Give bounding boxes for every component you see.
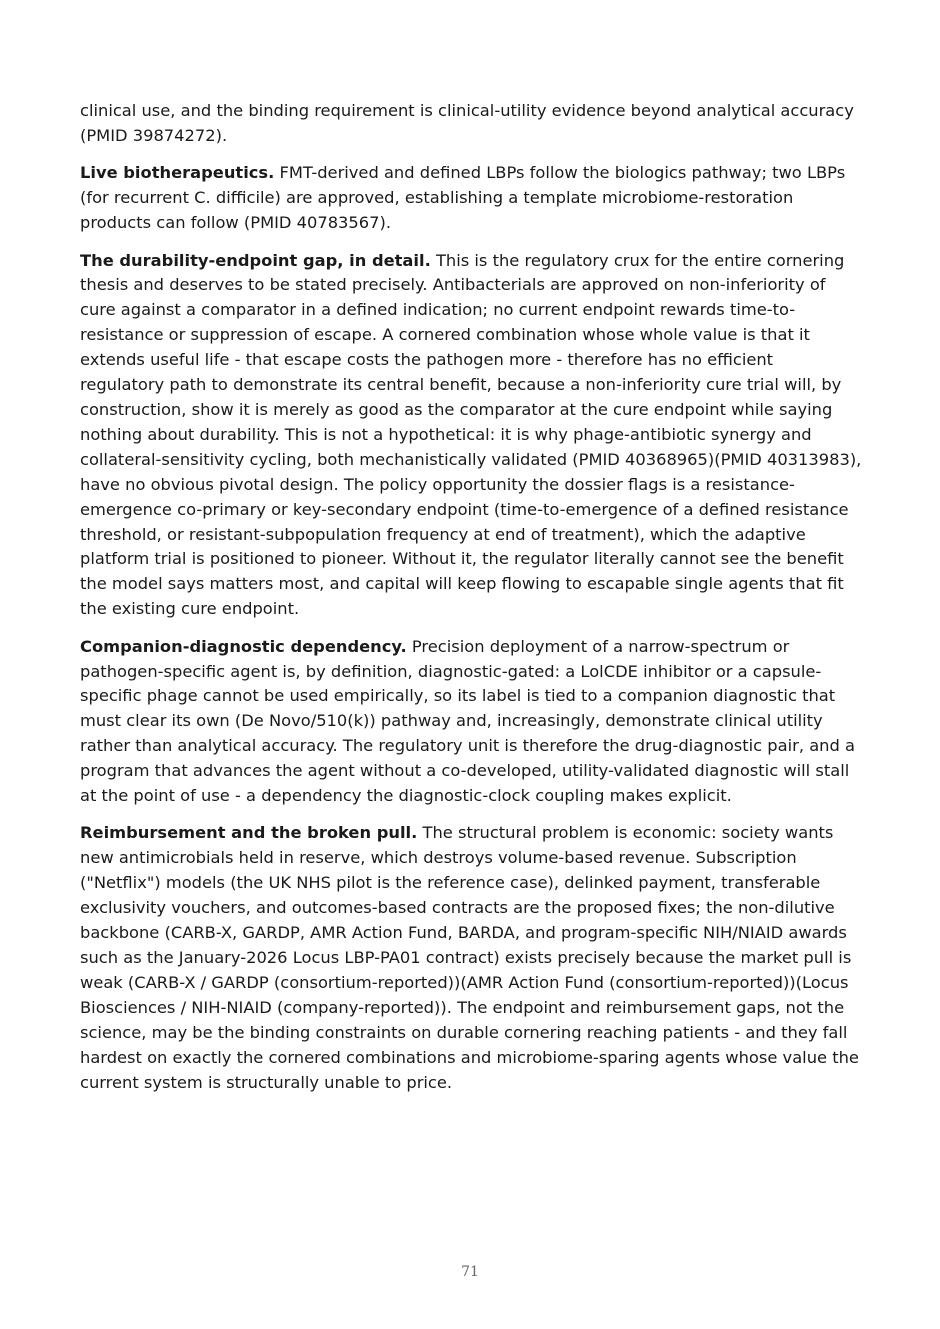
- paragraph-text: Precision deployment of a narrow-spectrum or pathogen-specific agent is, by definition, diagnostic-gated: a LolCDE inhibitor or a capsule-specific phage cannot be used empirically, so its label is tied to a companion diagnostic that must clear its own (De Novo/510(k)) pathway and, increasingly, demonstrate clinical utility rather than analytical accuracy. The regulatory unit is therefore the drug-diagnostic pair, and a program that advances the agent without a co-developed, utility-validated diagnostic will stall at the point of use - a dependency the diagnostic-clock coupling makes explicit.: [80, 636, 855, 806]
- page-number: 71: [461, 1264, 479, 1280]
- paragraph-text: This is the regulatory crux for the entire cornering thesis and deserves to be stated precisely. Antibacterials are approved on non-inferiority of cure against a comparator in a defined indication; no current endpoint rewards time-to-resistance or suppression of escape. A cornered combination whose whole value is that it extends useful life - that escape costs the pathogen more - therefore has no efficient regulatory path to demonstrate its central benefit, because a non-inferiority cure trial will, by construction, show it is merely as good as the comparator at the cure endpoint while saying nothing about durability. This is not a hypothetical: it is why phage-antibiotic synergy and collateral-sensitivity cycling, both mechanistically validated (PMID 40368965)(PMID 40313983), have no obvious pivotal design. The policy opportunity the dossier flags is a resistance-emergence co-primary or key-secondary endpoint (time-to-emergence of a defined resistance threshold, or resistant-subpopulation frequency at end of treatment), which the adaptive platform trial is positioned to pioneer. Without it, the regulator literally cannot see the benefit the model says matters most, and capital will keep flowing to escapable single agents that fit the existing cure endpoint.: [80, 250, 862, 619]
- paragraph-lead: Live biotherapeutics.: [80, 163, 275, 183]
- paragraph-continuation: [80, 99, 862, 149]
- paragraph-companion-diagnostic: [80, 635, 862, 809]
- paragraph-text: clinical use, and the binding requirement is clinical-utility evidence beyond analytical accuracy (PMID 39874272).: [80, 101, 854, 145]
- paragraph-lead: Companion-diagnostic dependency.: [80, 636, 407, 656]
- paragraph-live-biotherapeutics: [80, 161, 862, 236]
- page-body: [80, 99, 862, 1108]
- paragraph-lead: Reimbursement and the broken pull.: [80, 823, 418, 843]
- paragraph-lead: The durability-endpoint gap, in detail.: [80, 250, 431, 270]
- paragraph-durability-endpoint-gap: [80, 249, 862, 623]
- paragraph-text: The structural problem is economic: society wants new antimicrobials held in reserve, which destroys volume-based revenue. Subscription ("Netflix") models (the UK NHS pilot is the reference case), delinked payment, transferable exclusivity vouchers, and outcomes-based contracts are the proposed fixes; the non-dilutive backbone (CARB-X, GARDP, AMR Action Fund, BARDA, and program-specific NIH/NIAID awards such as the January-2026 Locus LBP-PA01 contract) exists precisely because the market pull is weak (CARB-X / GARDP (consortium-reported))(AMR Action Fund (consortium-reported))(Locus Biosciences / NIH-NIAID (company-reported)). The endpoint and reimbursement gaps, not the science, may be the binding constraints on durable cornering reaching patients - and they fall hardest on exactly the cornered combinations and microbiome-sparing agents whose value the current system is structurally unable to price.: [80, 823, 859, 1092]
- paragraph-text: FMT-derived and defined LBPs follow the biologics pathway; two LBPs (for recurrent C. difficile) are approved, establishing a template microbiome-restoration products can follow (PMID 40783567).: [80, 163, 846, 233]
- paragraph-reimbursement: [80, 821, 862, 1095]
